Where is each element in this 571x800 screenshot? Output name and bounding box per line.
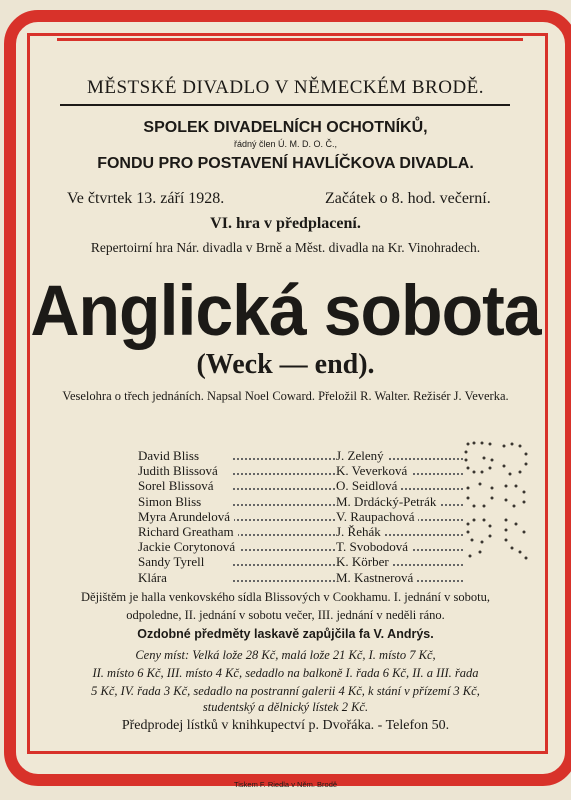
member-note: řádný člen Ú. M. D. O. Č., — [233, 139, 338, 149]
actor-name: M. Kastnerová — [336, 570, 417, 586]
actor-name: K. Körber — [336, 554, 393, 570]
actor-name: K. Veverková — [336, 463, 411, 479]
presale-note: Předprodej lístků v knihkupectví p. Dvořáka. - Telefon 50. — [121, 718, 450, 733]
prices-line-4: studentský a dělnický lístek 2 Kč. — [202, 700, 369, 714]
props-note: Ozdobné předměty laskavě zapůjčila fa V. Andrýs. — [137, 627, 434, 641]
play-title: Anglická sobota — [30, 271, 541, 351]
role-name: Judith Blissová — [138, 463, 222, 479]
subscription-note: VI. hra v předplacení. — [210, 215, 361, 232]
role-name: Simon Bliss — [138, 494, 205, 510]
society-name: SPOLEK DIVADELNÍCH OCHOTNÍKŮ, — [143, 119, 428, 136]
actor-name: T. Svobodová — [336, 539, 412, 555]
actor-name: J. Zelený — [336, 448, 388, 464]
setting-line-1: Dějištěm je halla venkovského sídla Blissových v Cookhamu. I. jednání v sobotu, — [81, 590, 490, 604]
prices-line-2: II. místo 6 Kč, III. místo 4 Kč, sedadlo na balkoně I. řada 6 Kč, II. a III. řada — [92, 666, 479, 680]
actor-name: M. Drdácký-Petrák — [336, 494, 440, 510]
actor-name: J. Řehák — [336, 524, 385, 540]
credits-line: Veselohra o třech jednáních. Napsal Noel Coward. Přeložil R. Walter. Režisér J. Veverka. — [62, 389, 509, 403]
repertoire-note: Repertoirní hra Nár. divadla v Brně a Měst. divadla na Kr. Vinohradech. — [90, 240, 481, 255]
theatre-name: MĚSTSKÉ DIVADLO V NĚMECKÉM BRODĚ. — [86, 77, 485, 98]
setting-line-2: odpoledne, II. jednání v sobotu večer, III. jednání v neděli ráno. — [126, 608, 445, 622]
performance-date: Ve čtvrtek 13. září 1928. — [67, 190, 225, 207]
start-time: Začátek o 8. hod. večerní. — [325, 190, 491, 207]
role-name: Jackie Corytonová — [138, 539, 239, 555]
role-name: Richard Greatham — [138, 524, 238, 540]
actor-name: V. Raupachová — [336, 509, 418, 525]
role-name: Sandy Tyrell — [138, 554, 208, 570]
prices-line-3: 5 Kč, IV. řada 3 Kč, sedadlo na postranní galerii 4 Kč, k stání v přízemí 3 Kč, — [91, 684, 480, 698]
play-subtitle: (Weck — end). — [196, 349, 375, 380]
role-name: Klára — [138, 570, 171, 586]
cast-row — [138, 570, 518, 587]
prices-line-1: Ceny míst: Velká lože 28 Kč, malá lože 21 Kč, I. místo 7 Kč, — [135, 648, 436, 662]
role-name: David Bliss — [138, 448, 203, 464]
role-name: Myra Arundelová — [138, 509, 234, 525]
top-rule — [57, 38, 523, 41]
fund-name: FONDU PRO POSTAVENÍ HAVLÍČKOVA DIVADLA. — [97, 155, 474, 172]
printer-imprint: Tiskem F. Riedla v Něm. Brodě — [233, 780, 338, 789]
role-name: Sorel Blissová — [138, 478, 217, 494]
actor-name: O. Seidlová — [336, 478, 401, 494]
dotted-ornament — [460, 440, 532, 562]
